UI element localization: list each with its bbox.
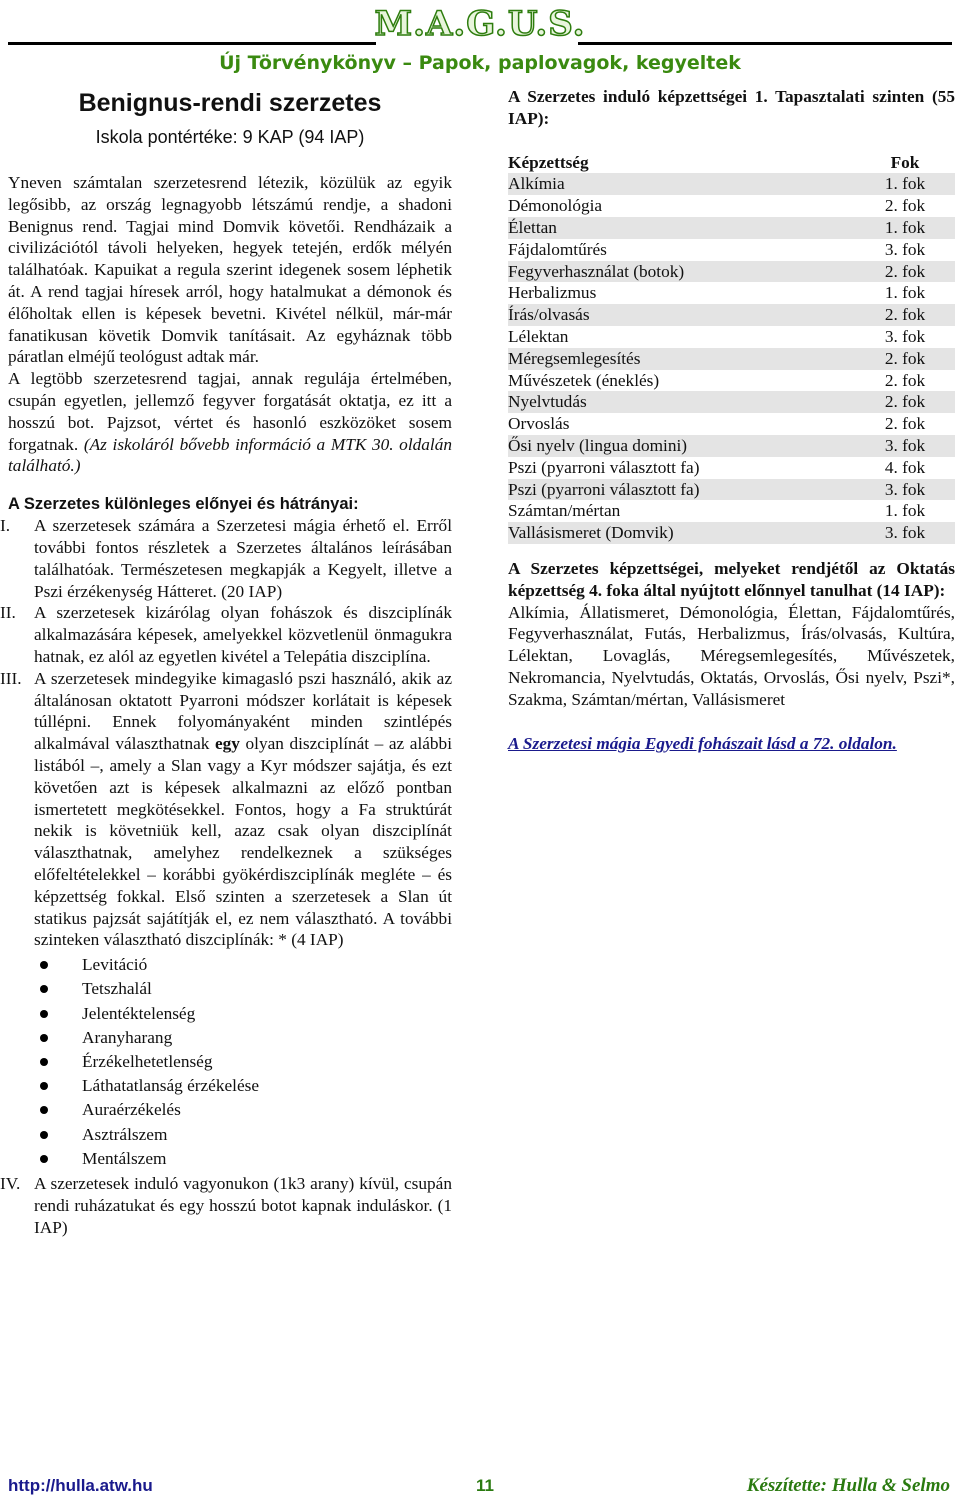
skill-level: 2. fok [855, 391, 955, 413]
header-subtitle: Új Törvénykönyv – Papok, paplovagok, kegyeltek [219, 52, 741, 74]
list-item [0, 515, 452, 602]
table-row [508, 391, 955, 413]
table-row [508, 479, 955, 501]
skill-name: Vallásismeret (Domvik) [508, 522, 855, 544]
discipline-item: Mentálszem [34, 1147, 452, 1171]
advantages-list-cont [0, 1173, 452, 1238]
magic-link[interactable]: A Szerzetesi mágia Egyedi fohászait lásd a 72. oldalon. [508, 733, 897, 753]
discipline-item: Érzékelhetetlenség [34, 1050, 452, 1074]
skill-name: Lélektan [508, 326, 569, 346]
skill-level: 2. fok [855, 304, 955, 326]
table-row [508, 457, 955, 479]
list-item [0, 668, 452, 951]
skill-level: 3. fok [855, 522, 955, 544]
list-item [0, 1173, 452, 1238]
discipline-item: Asztrálszem [34, 1123, 452, 1147]
item-text: A szerzetesek kizárólag olyan fohászok és diszciplínák alkalmazására képesek, amelyekkel közvetlenül önmagukra hatnak, ez alól az egyetlen kivétel a Telepátia diszciplína. [34, 603, 452, 666]
skills-table [508, 152, 955, 544]
start-skills-heading: A Szerzetes induló képzettségei 1. Tapasztalati szinten (55 IAP): [508, 87, 955, 128]
school-value: Iskola pontértéke: 9 KAP (94 IAP) [95, 127, 365, 147]
skill-level: 1. fok [855, 173, 955, 195]
skill-name: Számtan/mértan [508, 501, 621, 521]
skill-name: Pszi (pyarroni választott fa) [508, 479, 855, 501]
advantages-list [0, 515, 452, 951]
skill-level: 3. fok [884, 326, 926, 346]
skill-name: Orvoslás [508, 414, 570, 434]
left-column [0, 86, 452, 1238]
skill-name: Nyelvtudás [508, 391, 855, 413]
right-column [508, 86, 955, 754]
table-row [508, 413, 955, 435]
table-row [508, 173, 955, 195]
skill-level: 1. fok [884, 501, 926, 521]
col-header-level: Fok [890, 152, 920, 172]
weapons-paragraph [8, 368, 452, 477]
skill-level: 2. fok [855, 261, 955, 283]
table-row [508, 195, 955, 217]
skill-level: 3. fok [884, 239, 926, 259]
weapons-note: (Az iskoláról bővebb információ a MTK 30. oldalán található.) [8, 434, 452, 476]
table-row [508, 261, 955, 283]
skill-level: 4. fok [884, 457, 926, 477]
item-text: A szerzetesek mindegyike kimagasló pszi használó, akik az általánosan oktatott Pyarroni módszer korlátait is képesek túllépni. Ennek folyományaként minden szintlépés alkalmával választhatnak [34, 668, 452, 754]
skill-name: Herbalizmus [508, 283, 597, 303]
list-item [0, 602, 452, 667]
discipline-item: Jelentéktelenség [34, 1002, 452, 1026]
table-row [508, 217, 955, 239]
item-text: olyan diszciplínát – az alábbi listából –, amely a Slan vagy a Kyr módszer sajátja, és ezt követően azt is képesek alkalmazni az előző pontban ismertetett megkötésekkel. Fontos, hogy a Fa struktúrát nekik is követniük kell, azaz csak olyan diszciplínát választhatnak, amelyhez rendelkeznek a szükséges előfeltételekkel – korábbi gyökérdiszciplínák megléte – és képzettség fokkal. Első szinten a szerzetesek a Slan út statikus pajzsát sajátítják el, ez nem választható. A további szinteken választható diszciplínák: * (4 IAP) [34, 734, 452, 950]
intro-paragraph: Yneven számtalan szerzetesrend létezik, közülük az egyik legősibb, az ország legnagyobb létszámú rendje, a shadoni Benignus rend. Tagjai mind Domvik követői. Rendházaik a civilizációtól távoli helyeken, hegyek tetején, erdők mélyén találhatóak. Kapuikat a regula szerint idegenek sosem léphetik át. A rend tagjai híresek arról, hogy hatalmukat a démonok és élőholtak ellen is képesek bevetni. Kivétel nélkül, már-már fanatikusan követik Domvik tanításait. Az egyháznak több páratlan elméjű teológust adtak már. [8, 173, 452, 367]
footer-url[interactable]: http://hulla.atw.hu [8, 1476, 153, 1495]
header-title: M.A.G.U.S. [374, 4, 586, 44]
table-row [508, 304, 955, 326]
skill-name: Démonológia [508, 196, 603, 216]
skill-name: Művészetek (éneklés) [508, 370, 660, 390]
page-number: 11 [476, 1476, 494, 1495]
learnable-list: Alkímia, Állatismeret, Démonológia, Élettan, Fájdalomtűrés, Fegyverhasználat, Futás, Herbalizmus, Írás/olvasás, Kultúra, Lélektan, Lovaglás, Méregsemlegesítés, Művészetek, Nekromancia, Nyelvtudás, Oktatás, Orvoslás, Ősi nyelv, Pszi*, Szakma, Számtan/mértan, Vallásismeret [508, 602, 955, 709]
discipline-item: Tetszhalál [34, 977, 452, 1001]
advantages-heading: A Szerzetes különleges előnyei és hátrányai: [8, 495, 359, 514]
skill-name: Alkímia [508, 173, 855, 195]
discipline-item: Auraérzékelés [34, 1098, 452, 1122]
skill-name: Írás/olvasás [508, 304, 855, 326]
table-row [508, 326, 955, 348]
table-row [508, 348, 955, 370]
page-heading: Benignus-rendi szerzetes [78, 89, 382, 117]
table-row [508, 435, 955, 457]
skill-level: 2. fok [884, 370, 926, 390]
skill-name: Fájdalomtűrés [508, 239, 607, 259]
col-header-skill: Képzettség [508, 152, 589, 172]
item-number: II. [0, 603, 16, 623]
item-text: A szerzetesek induló vagyonukon (1k3 arany) kívül, csupán rendi ruházatukat és egy hosszú botot kapnak induláskor. (1 IAP) [34, 1173, 452, 1237]
item-number: IV. [0, 1173, 21, 1193]
item-text: A szerzetesek számára a Szerzetesi mágia érhető el. Erről további fontos részletek a Szerzetes általános leírásában találhatóak. Természetesen megkapják a Kegyelt, illetve a Pszi érzékenység Hátteret. (20 IAP) [34, 516, 452, 601]
skill-level: 3. fok [855, 435, 955, 457]
item-number: III. [0, 668, 22, 688]
skill-name: Méregsemlegesítés [508, 348, 855, 370]
table-row [508, 522, 955, 544]
skill-level: 1. fok [855, 217, 955, 239]
skill-name: Pszi (pyarroni választott fa) [508, 457, 700, 477]
table-row [508, 500, 955, 522]
footer-author: Készítette: Hulla & Selmo [746, 1475, 950, 1496]
weapons-text: A legtöbb szerzetesrend tagjai, annak regulája értelmében, csupán egyetlen, jellemző fegyver forgatását oktatja, ez itt a hosszú bot. Pajzsot, vértet és hasonló eszközöket sosem forgatnak. [8, 369, 452, 454]
skill-level: 2. fok [884, 414, 926, 434]
skill-name: Ősi nyelv (lingua domini) [508, 435, 855, 457]
table-row [508, 370, 955, 392]
table-row [508, 239, 955, 261]
item-emphasis: egy [214, 734, 240, 754]
discipline-item: Aranyharang [34, 1026, 452, 1050]
magic-link-line [508, 733, 955, 755]
table-row [508, 282, 955, 304]
skill-level: 2. fok [884, 196, 926, 216]
skill-name: Fegyverhasználat (botok) [508, 261, 855, 283]
disciplines-list [34, 953, 452, 1171]
skill-level: 1. fok [884, 283, 926, 303]
discipline-item: Láthatatlanság érzékelése [34, 1074, 452, 1098]
item-number: I. [0, 516, 11, 536]
skill-level: 2. fok [855, 348, 955, 370]
learnable-heading: A Szerzetes képzettségei, melyeket rendjétől az Oktatás képzettség 4. foka által nyújtott előnnyel tanulhat (14 IAP): [508, 558, 955, 600]
table-header-row [508, 152, 955, 174]
skill-name: Élettan [508, 217, 855, 239]
skill-level: 3. fok [855, 479, 955, 501]
discipline-item: Levitáció [34, 953, 452, 977]
